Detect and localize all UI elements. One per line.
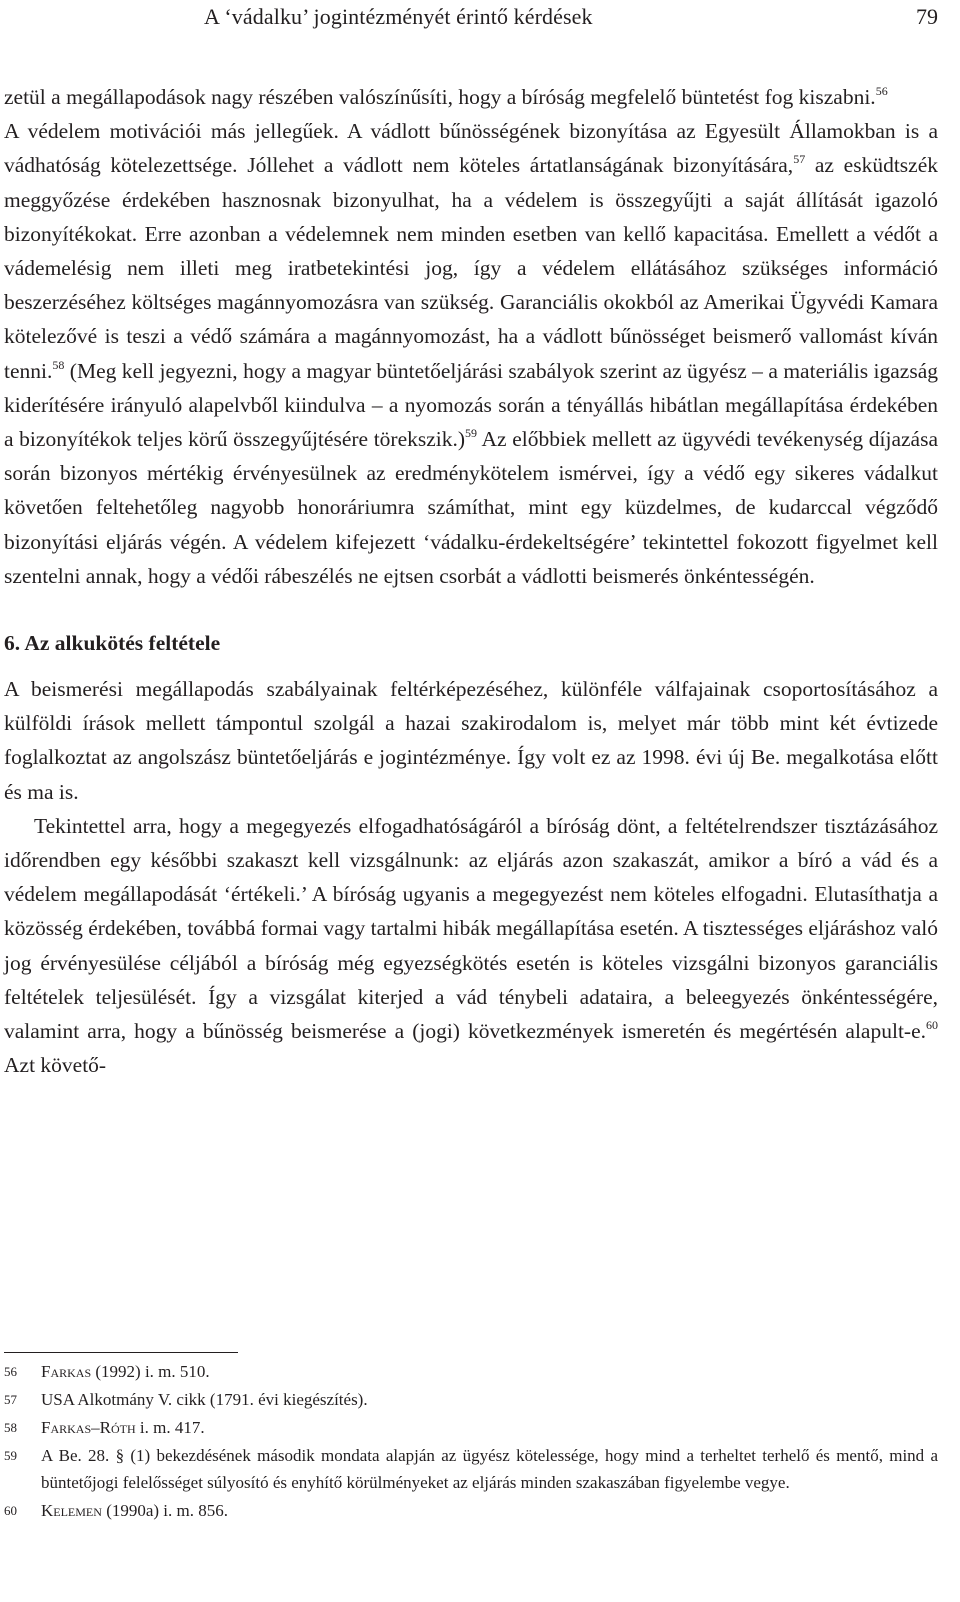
footnote-number: 60 [4, 1503, 17, 1518]
footnote-58 [4, 1414, 938, 1441]
footnote-separator [4, 1352, 238, 1353]
footnote-ref-59[interactable]: 59 [465, 426, 478, 441]
footnotes [4, 1358, 938, 1525]
footnote-number: 58 [4, 1420, 17, 1435]
footnote-author: Kelemen [41, 1501, 102, 1520]
page-number: 79 [916, 4, 938, 29]
paragraph-literature [4, 672, 938, 809]
footnote-text: i. m. 417. [135, 1418, 205, 1437]
footnote-number: 57 [4, 1392, 17, 1407]
paragraph-defense-motivations [4, 114, 938, 593]
section-heading: 6. Az alkukötés feltétele [4, 631, 221, 656]
footnote-57 [4, 1386, 938, 1413]
running-title: A ‘vádalku’ jogintézményét érintő kérdések [204, 4, 593, 29]
paragraph-text: (Meg kell jegyezni, hogy a magyar büntetőeljárási szabályok szerint az ügyész – a materiális igazság kiderítésére irányuló alapelvből kiindulva – a nyomozás során a tényállás hibátlan megállapítása érdekében a bizonyítékok teljes körű összegyűjtésére törekszik.) [4, 358, 938, 452]
footnote-author: Farkas–Róth [41, 1418, 136, 1437]
footnote-author: Farkas [41, 1362, 92, 1381]
paragraph-continuation [4, 80, 938, 114]
paragraph-text: A beismerési megállapodás szabályainak feltérképezéséhez, különféle válfajainak csoportosításához a külföldi írások mellett támpontul szolgál a hazai szakirodalom is, melyet már több mint két évtizede foglalkoztat az angolszász büntetőeljárás e jogintézménye. Így volt ez az 1998. évi új Be. megalkotása előtt és ma is. [4, 677, 938, 804]
footnote-text: USA Alkotmány V. cikk (1791. évi kiegészítés). [41, 1390, 368, 1409]
footnote-ref-58[interactable]: 58 [52, 357, 65, 372]
footnote-ref-60[interactable]: 60 [926, 1018, 938, 1033]
footnote-60 [4, 1497, 938, 1524]
paragraph-text: Tekintettel arra, hogy a megegyezés elfogadhatóságáról a bíróság dönt, a feltételrendszer tisztázásához időrendben egy későbbi szakaszt kell vizsgálnunk: az eljárás azon szakaszát, amikor a bíró a vád és a védelem megállapodását ‘értékeli.’ A bíróság ugyanis a megegyezést nem köteles elfogadni. Elutasíthatja a közösség érdekében, továbbá formai vagy tartalmi hibák megállapítása esetén. A tisztességes eljáráshoz való jog érvényesülése céljából a bíróság még egyezségkötés esetén is köteles vizsgálni bizonyos garanciális feltételek teljesülését. Így a vizsgálat kiterjed a vád ténybeli adataira, a beleegyezés önkéntességére, valamint arra, hogy a bűnösség beismerése a (jogi) következmények ismeretén és megértésén alapult-e. [4, 813, 938, 1044]
running-head [4, 0, 938, 34]
paragraph-text: A védelem motivációi más jellegűek. A vádlott bűnösségének bizonyítása az Egyesült Államokban is a vádhatóság kötelezettsége. Jóllehet a vádlott nem köteles ártatlanságának bizonyítására, [4, 119, 938, 178]
footnote-59 [4, 1442, 938, 1496]
footnote-text: (1990a) i. m. 856. [101, 1501, 229, 1520]
paragraph-text: az esküdtszék meggyőzése érdekében hasznosnak bizonyulhat, ha a védelem is összegyűjti a saját állítását igazoló bizonyítékokat. Erre azonban a védelemnek nem minden esetben van kellő kapacitása. Emellett a védőt a vádemelésig nem illeti meg iratbetekintési jog, így a védelem ellátásához szükséges információ beszerzéséhez költséges magánnyomozásra van szükség. Garanciális okokból az Amerikai Ügyvédi Kamara kötelezővé is teszi a védő számára a magánnyomozást, ha a vádlott bűnösséget beismerő vallomást kíván tenni. [4, 153, 939, 383]
footnote-number: 59 [4, 1448, 17, 1463]
footnote-ref-56[interactable]: 56 [875, 84, 888, 98]
footnote-number: 56 [4, 1364, 17, 1379]
paragraph-text: zetül a megállapodások nagy részében valószínűsíti, hogy a bíróság megfelelő büntetést fog kiszabni. [4, 85, 876, 109]
footnote-56 [4, 1358, 938, 1385]
paragraph-text: Azt követő- [4, 1053, 107, 1078]
footnote-text: A Be. 28. § (1) bekezdésének második mondata alapján az ügyész kötelessége, hogy mind a terheltet terhelő és mentő, mind a büntetőjogi felelősséget súlyosító és enyhítő körülményeket az eljárás minden szakaszában figyelembe vegye. [41, 1446, 938, 1492]
body-text [4, 80, 938, 1082]
footnote-ref-57[interactable]: 57 [793, 152, 806, 167]
paragraph-text: Az előbbiek mellett az ügyvédi tevékenység díjazása során bizonyos mértékig érvényesülnek az eredménykötelem ismérvei, így a védő egy sikeres vádalkut követően feltehetőleg nagyobb honoráriumra számíthat, mint egy küzdelmes, de kudarccal végződő bizonyítási eljárás végén. A védelem kifejezett ‘vádalku-érdekeltségére’ tekintettel fokozott figyelmet kell szentelni annak, hogy a védői rábeszélés ne ejtsen csorbát a vádlotti beismerés önkéntességén. [4, 427, 938, 588]
paragraph-court-review [4, 809, 938, 1083]
footnote-text: (1992) i. m. 510. [91, 1362, 210, 1381]
document-page [4, 0, 938, 1602]
